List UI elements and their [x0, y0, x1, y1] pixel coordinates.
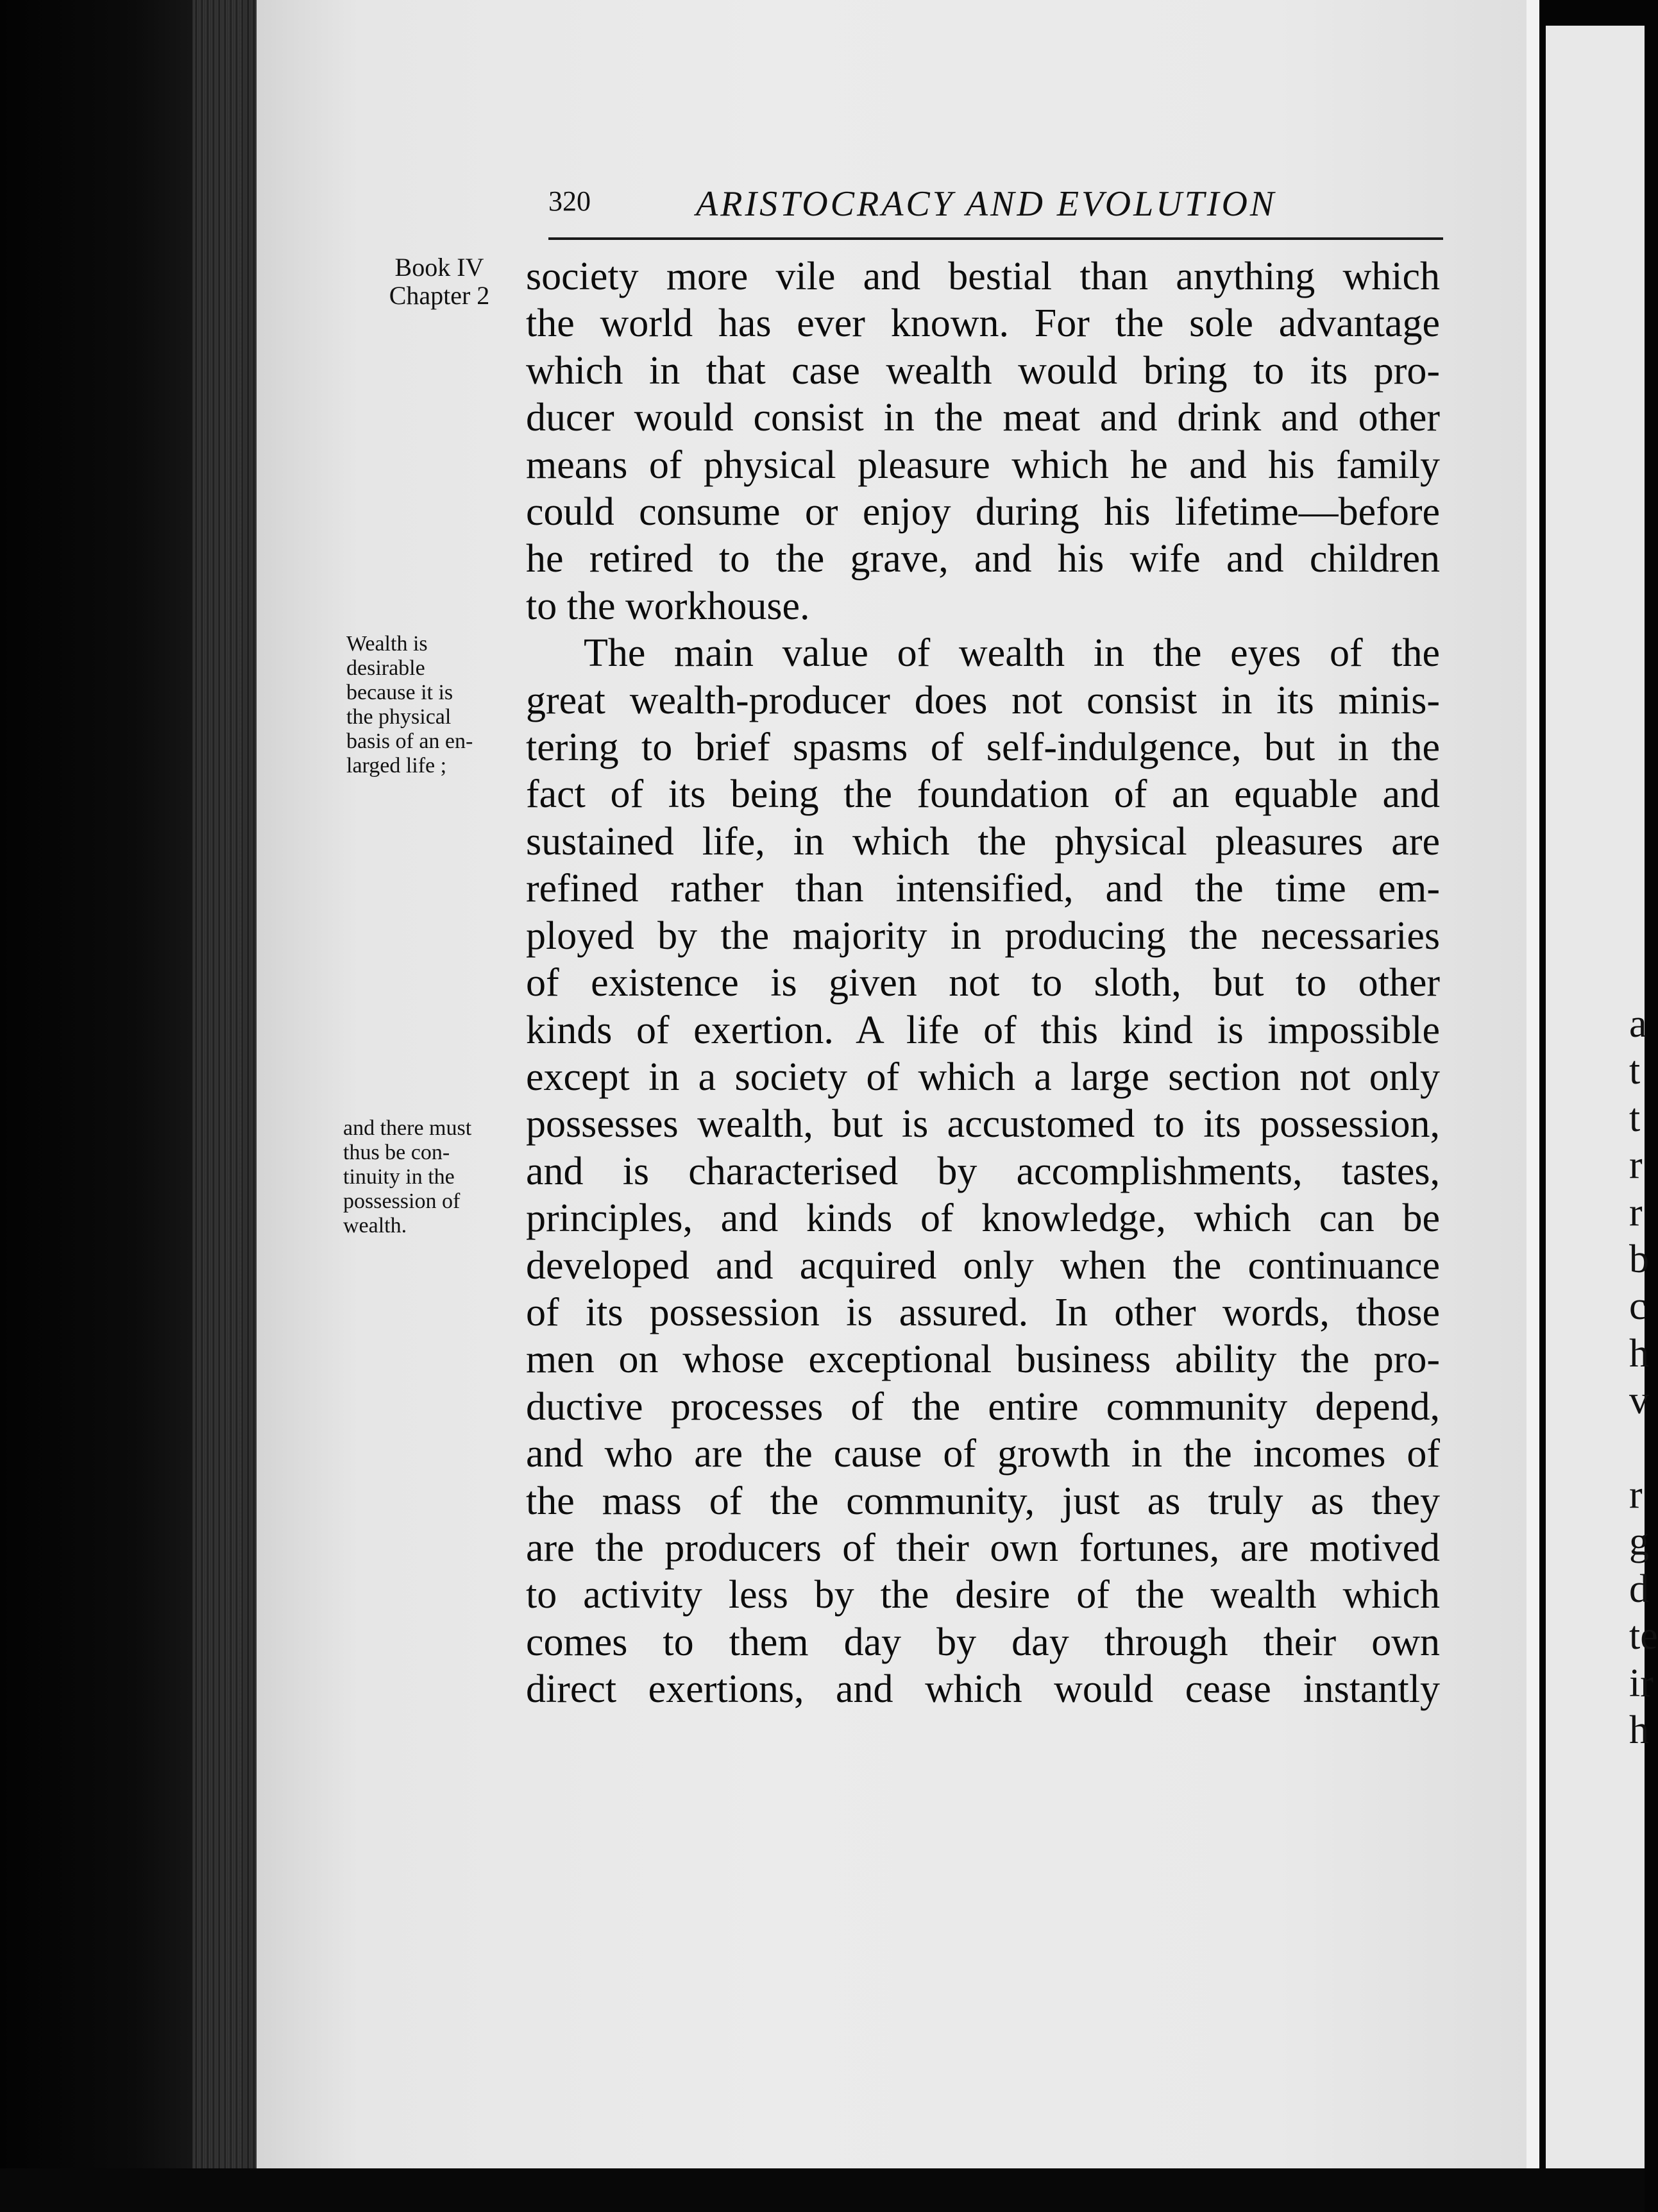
text-line: principles, and kinds of knowledge, which can be: [526, 1196, 1440, 1241]
text-line: ductive processes of the entire community depend,: [526, 1384, 1440, 1429]
text-line: and is characterised by accomplishments, tastes,: [526, 1149, 1440, 1193]
text-line: fact of its being the foundation of an equable and: [526, 772, 1440, 817]
side-note-line: basis of an en-: [346, 729, 473, 753]
text-line: which in that case wealth would bring to its pro-: [526, 348, 1440, 393]
text-line: comes to them day by day through their own: [526, 1620, 1440, 1664]
scan-bottom-edge: [0, 2168, 1645, 2212]
facing-fragment: t: [1629, 1096, 1641, 1140]
text-line: and who are the cause of growth in the incomes of: [526, 1432, 1440, 1476]
facing-fragment: [1629, 1425, 1645, 1472]
facing-fragment: r: [1629, 1143, 1643, 1187]
facing-fragment: h: [1629, 1708, 1649, 1753]
side-note-book-chapter: [359, 253, 520, 310]
facing-fragment: h: [1629, 1331, 1649, 1375]
text-line: could consume or enjoy during his lifetime—before: [526, 490, 1440, 534]
side-note-line: the physical: [346, 705, 452, 729]
text-line: ducer would consist in the meat and drink and other: [526, 396, 1440, 440]
facing-fragment: ir: [1629, 1661, 1654, 1705]
text-line: direct exertions, and which would cease instantly: [526, 1667, 1440, 1712]
text-line: to the workhouse.: [526, 584, 810, 628]
text-line: great wealth-producer does not consist in its minis-: [526, 678, 1440, 722]
text-line: sustained life, in which the physical pleasures are: [526, 819, 1440, 864]
text-line: the world has ever known. For the sole advantage: [526, 302, 1440, 346]
side-note-line: Wealth is: [346, 632, 428, 656]
side-note-wealth-desirable: [346, 632, 513, 778]
text-line: men on whose exceptional business ability the pro-: [526, 1338, 1440, 1382]
side-note-line: thus be con-: [343, 1141, 450, 1164]
side-note-line: Chapter 2: [389, 281, 490, 310]
facing-fragment: d: [1629, 1567, 1649, 1611]
side-note-line: desirable: [346, 656, 425, 680]
page-header: [548, 180, 1443, 240]
text-line: the mass of the community, just as truly as they: [526, 1479, 1440, 1523]
page-number: 320: [548, 185, 591, 217]
text-line: possesses wealth, but is accustomed to its possession,: [526, 1102, 1440, 1146]
text-line: of existence is given not to sloth, but to other: [526, 961, 1440, 1005]
side-note-line: and there must: [343, 1116, 472, 1140]
facing-page-text-fragments: [1629, 1001, 1658, 1755]
text-line: ployed by the majority in producing the necessaries: [526, 914, 1440, 958]
facing-fragment: te: [1629, 1614, 1658, 1658]
body-text: [526, 253, 1440, 1714]
side-note-line: tinuity in the: [343, 1165, 455, 1189]
text-line: means of physical pleasure which he and his family: [526, 443, 1440, 487]
text-line: tering to brief spasms of self-indulgence, but in the: [526, 726, 1440, 770]
text-line: society more vile and bestial than anything which: [526, 255, 1440, 298]
side-note-line: larged life ;: [346, 754, 447, 778]
side-note-line: Book IV: [394, 253, 484, 282]
facing-fragment: t: [1629, 1049, 1641, 1093]
text-line: except in a society of which a large section not only: [526, 1055, 1440, 1099]
text-line: kinds of exertion. A life of this kind is impossible: [526, 1008, 1440, 1052]
text-line: The main value of wealth in the eyes of the: [584, 631, 1440, 676]
facing-fragment: c: [1629, 1284, 1647, 1329]
text-line: are the producers of their own fortunes, are motived: [526, 1526, 1440, 1570]
side-note-line: wealth.: [343, 1214, 407, 1238]
text-line: of its possession is assured. In other words, those: [526, 1290, 1440, 1334]
facing-fragment: r: [1629, 1190, 1643, 1234]
facing-fragment: g: [1629, 1520, 1649, 1564]
text-line: refined rather than intensified, and the time em-: [526, 867, 1440, 911]
facing-fragment: a: [1629, 1002, 1647, 1046]
side-note-continuity: [343, 1116, 516, 1238]
text-line: developed and acquired only when the continuance: [526, 1243, 1440, 1288]
facing-fragment: r: [1629, 1473, 1643, 1517]
text-line: he retired to the grave, and his wife and children: [526, 537, 1440, 581]
text-line: to activity less by the desire of the wealth which: [526, 1573, 1440, 1617]
side-note-line: possession of: [343, 1189, 461, 1213]
side-note-line: because it is: [346, 681, 453, 704]
page-gutter: [1527, 0, 1539, 2212]
facing-fragment: v: [1629, 1379, 1649, 1423]
running-head: ARISTOCRACY AND EVOLUTION: [696, 184, 1277, 224]
facing-fragment: b: [1629, 1238, 1649, 1282]
